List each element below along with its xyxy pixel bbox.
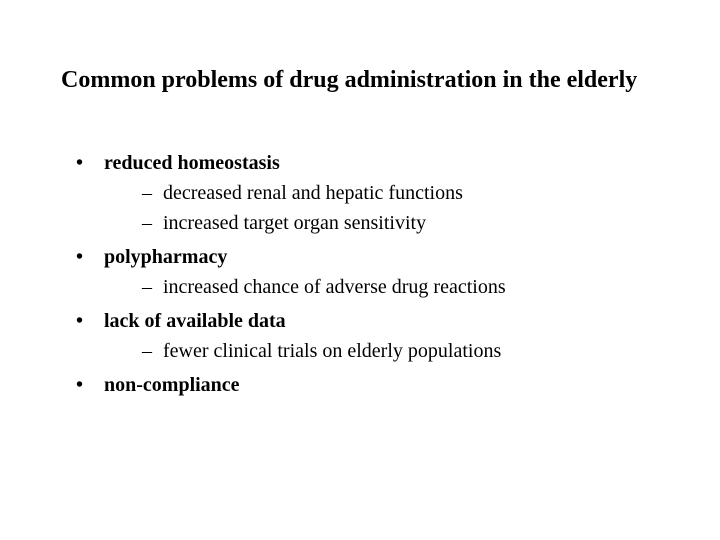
bullet-marker: • (76, 310, 84, 332)
dash-marker: – (142, 212, 152, 234)
slide-title: Common problems of drug administration in the elderly (61, 67, 638, 93)
sub-item-text: decreased renal and hepatic functions (163, 182, 463, 204)
sub-list (104, 272, 696, 302)
bullet-text: polypharmacy (104, 246, 228, 268)
bullet-marker: • (76, 374, 84, 396)
bullet-item (76, 148, 696, 238)
dash-marker: – (142, 276, 152, 298)
sub-item (104, 208, 696, 238)
dash-marker: – (142, 340, 152, 362)
sub-item-text: increased target organ sensitivity (163, 212, 427, 234)
bullet-text: lack of available data (104, 310, 286, 332)
sub-item-text: increased chance of adverse drug reactions (163, 276, 506, 298)
bullet-item (76, 306, 696, 366)
bullet-marker: • (76, 246, 84, 268)
bullet-item (76, 370, 696, 400)
bullet-text: reduced homeostasis (104, 152, 280, 174)
bullet-list (76, 148, 696, 400)
bullet-marker: • (76, 152, 84, 174)
dash-marker: – (142, 182, 152, 204)
bullet-text: non-compliance (104, 374, 240, 396)
sub-item (104, 272, 696, 302)
sub-item-text: fewer clinical trials on elderly populations (163, 340, 502, 362)
sub-item (104, 336, 696, 366)
sub-list (104, 336, 696, 366)
sub-item (104, 178, 696, 208)
bullet-item (76, 242, 696, 302)
sub-list (104, 178, 696, 238)
